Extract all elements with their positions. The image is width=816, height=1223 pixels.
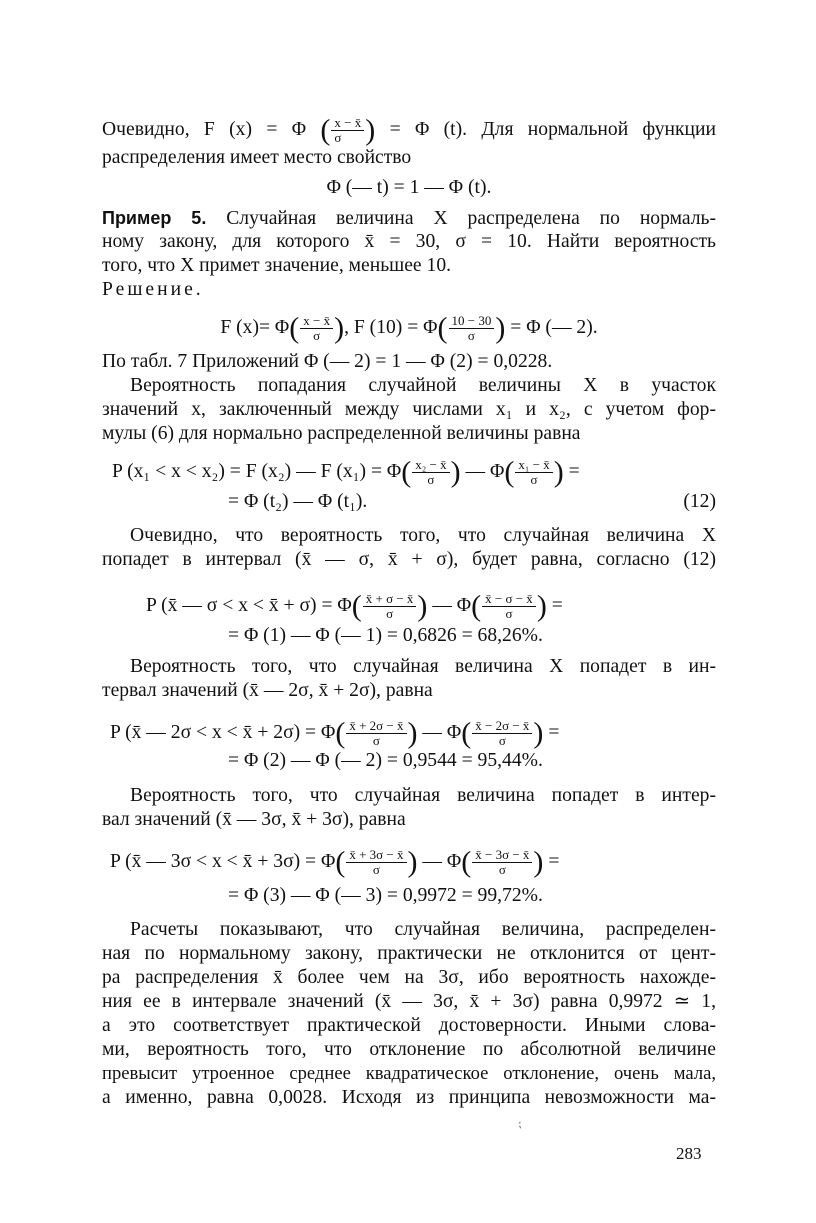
formula-cont: = Φ (1) — Φ (— 1) = 0,6826 = 68,26%. bbox=[228, 625, 543, 646]
text-line: тервал значений (x̄ — 2σ, x̄ + 2σ), равна bbox=[102, 680, 433, 701]
text-line: Вероятность того, что случайная величина попадет в интер- bbox=[130, 785, 716, 806]
text-line: попадет в интервал (x̄ — σ, x̄ + σ), будет равна, согласно (12) bbox=[102, 549, 716, 570]
formula: F (x)= Φ( $\frac{x - x̄}{\sigma}$ ), F (10) = Φ( $\frac{10 - 30}{\sigma}$ ) = Φ (— 2). bbox=[220, 311, 598, 345]
formula-cont: = Φ (3) — Φ (— 3) = 0,9972 = 99,72%. bbox=[228, 885, 543, 906]
text-line: Расчеты показывают, что случайная величина, распределен- bbox=[130, 919, 716, 940]
text-line: ра распределения x̄ более чем на 3σ, ибо вероятность нахожде- bbox=[102, 967, 716, 988]
example-heading: Пример 5. Случайная величина X распределена по нормаль- bbox=[102, 208, 716, 229]
text-line: распределения имеет место свойство bbox=[102, 147, 412, 168]
text-line: того, что X примет значение, меньшее 10. bbox=[102, 255, 452, 276]
text-line: превысит утроенное среднее квадратическое отклонение, очень мала, bbox=[102, 1063, 716, 1084]
formula: P (x̄ — σ < x < x̄ + σ) = Φ( $\frac{x̄ + \sigma - x̄}{\sigma}$ ) — Φ( $\frac{x̄ - \sigma - x̄}{\sigma}$ ) = bbox=[146, 589, 563, 623]
formula-cont: = Φ (2) — Φ (— 2) = 0,9544 = 95,44%. bbox=[228, 750, 543, 771]
print-mark: ⁏ bbox=[518, 1118, 522, 1130]
text-line: По табл. 7 Приложений Φ (— 2) = 1 — Φ (2) = 0,0228. bbox=[102, 351, 553, 372]
equation-number: (12) bbox=[683, 491, 716, 512]
formula-cont: = Φ (t₂) — Φ (t₁). (12) bbox=[228, 491, 716, 512]
text-line: а это соответствует практической достоверности. Иными слова- bbox=[102, 1015, 716, 1036]
text-line: ному закону, для которого x̄ = 30, σ = 10. Найти вероятность bbox=[102, 231, 716, 252]
formula: P (x̄ — 2σ < x < x̄ + 2σ) = Φ( $\frac{x̄ + 2\sigma - x̄}{\sigma}$ ) — Φ( $\frac{x̄ - 2\sigma - x̄}{\sigma}$ ) = bbox=[110, 716, 560, 750]
fraction: $\frac{x - x̄}{\sigma}$ bbox=[331, 116, 364, 145]
text-line: ния ее в интервале значений (x̄ — 3σ, x̄ + 3σ) равна 0,9972 ≃ 1, bbox=[102, 991, 716, 1012]
text-line: Вероятность того, что случайная величина X попадет в ин- bbox=[130, 656, 716, 677]
solution-label: Решение. bbox=[102, 279, 204, 300]
text-line: а именно, равна 0,0028. Исходя из принципа невозможности ма- bbox=[102, 1087, 716, 1108]
text-line: Вероятность попадания случайной величины X в участок bbox=[130, 375, 716, 396]
formula: P (x̄ — 3σ < x < x̄ + 3σ) = Φ( $\frac{x̄ + 3\sigma - x̄}{\sigma}$ ) — Φ( $\frac{x̄ - 3\sigma - x̄}{\sigma}$ ) = bbox=[110, 845, 560, 879]
text-line: ная по нормальному закону, практически не отклонится от цент- bbox=[102, 943, 716, 964]
text-line: вал значений (x̄ — 3σ, x̄ + 3σ), равна bbox=[102, 809, 406, 830]
text-line: значений x, заключенный между числами x₁ и x₂, с учетом фор- bbox=[102, 399, 716, 420]
formula-line-1: Очевидно, F (x) = Φ ( $\frac{x - x̄}{\sigma}$ ) = Φ (t). Для нормальной функции bbox=[102, 113, 716, 147]
text: = Φ (t). Для нормальной функции bbox=[389, 119, 716, 140]
text-line: ми, вероятность того, что отклонение по абсолютной величине bbox=[102, 1039, 716, 1060]
formula: Φ (— t) = 1 — Φ (t). bbox=[326, 177, 492, 198]
page-number: 283 bbox=[676, 1144, 702, 1163]
text-line: мулы (6) для нормально распределенной величины равна bbox=[102, 423, 581, 444]
formula: P (x₁ < x < x₂) = F (x₂) — F (x₁) = Φ( $\frac{\text{x₂ − x̄}}{\sigma}$ ) — Φ( $\frac{\text{x₁ − x̄}}{\sigma}$ ) = bbox=[112, 455, 580, 489]
text: Очевидно, F (x) = Φ bbox=[102, 119, 307, 140]
text-line: Очевидно, что вероятность того, что случайная величина X bbox=[130, 525, 716, 546]
